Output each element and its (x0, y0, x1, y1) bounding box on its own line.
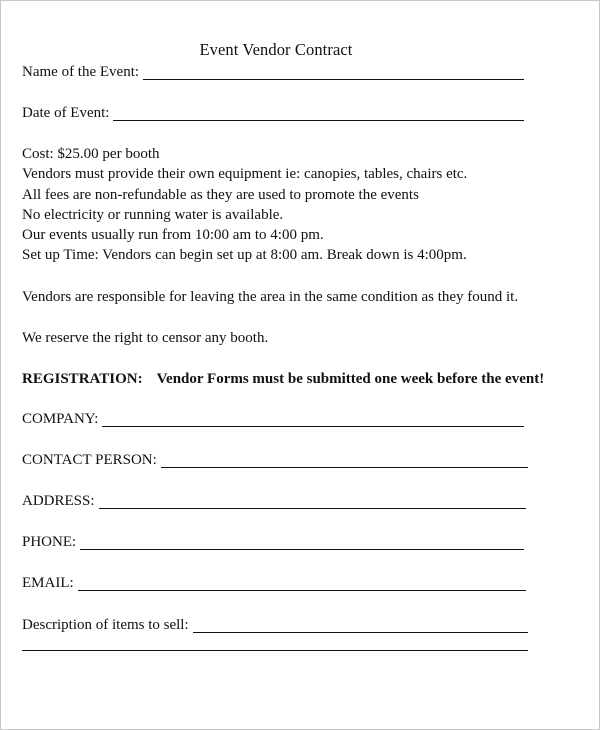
address-field (22, 491, 526, 511)
contact-person-field (22, 450, 528, 470)
phone-label: PHONE: (22, 534, 77, 550)
hours-line: Our events usually run from 10:00 am to 4:00 pm. (22, 227, 324, 243)
event-date-label: Date of Event: (22, 105, 110, 121)
company-field (22, 409, 524, 429)
utilities-line: No electricity or running water is available. (22, 207, 284, 223)
company-label: COMPANY: (22, 411, 99, 427)
setup-line: Set up Time: Vendors can begin set up at 8:00 am. Break down is 4:00pm. (22, 247, 467, 263)
event-date-blank[interactable] (113, 105, 524, 121)
contact-person-blank[interactable] (161, 452, 528, 468)
description-blank[interactable] (193, 617, 528, 633)
registration-heading: REGISTRATION: (22, 371, 143, 387)
phone-blank[interactable] (80, 534, 524, 550)
event-name-field (22, 62, 524, 82)
company-blank[interactable] (102, 411, 524, 427)
censor-line: We reserve the right to censor any booth. (22, 330, 269, 346)
contact-person-label: CONTACT PERSON: (22, 452, 157, 468)
document-title: Event Vendor Contract (199, 40, 353, 59)
description-field (22, 615, 528, 635)
responsibility-line: Vendors are responsible for leaving the area in the same condition as they found it. (22, 289, 519, 305)
registration-note: Vendor Forms must be submitted one week before the event! (156, 371, 545, 387)
event-name-blank[interactable] (143, 64, 524, 80)
email-field (22, 573, 526, 593)
fees-line: All fees are non-refundable as they are used to promote the events (22, 187, 419, 203)
description-label: Description of items to sell: (22, 617, 189, 633)
email-blank[interactable] (78, 575, 526, 591)
address-label: ADDRESS: (22, 493, 95, 509)
equipment-line: Vendors must provide their own equipment ie: canopies, tables, chairs etc. (22, 166, 468, 182)
email-label: EMAIL: (22, 575, 74, 591)
registration-heading-line (22, 369, 544, 389)
event-date-field (22, 103, 524, 123)
event-name-label: Name of the Event: (22, 64, 140, 80)
phone-field (22, 532, 524, 552)
address-blank[interactable] (99, 493, 526, 509)
description-blank-line-2[interactable] (22, 650, 528, 651)
cost-line: Cost: $25.00 per booth (22, 146, 160, 162)
